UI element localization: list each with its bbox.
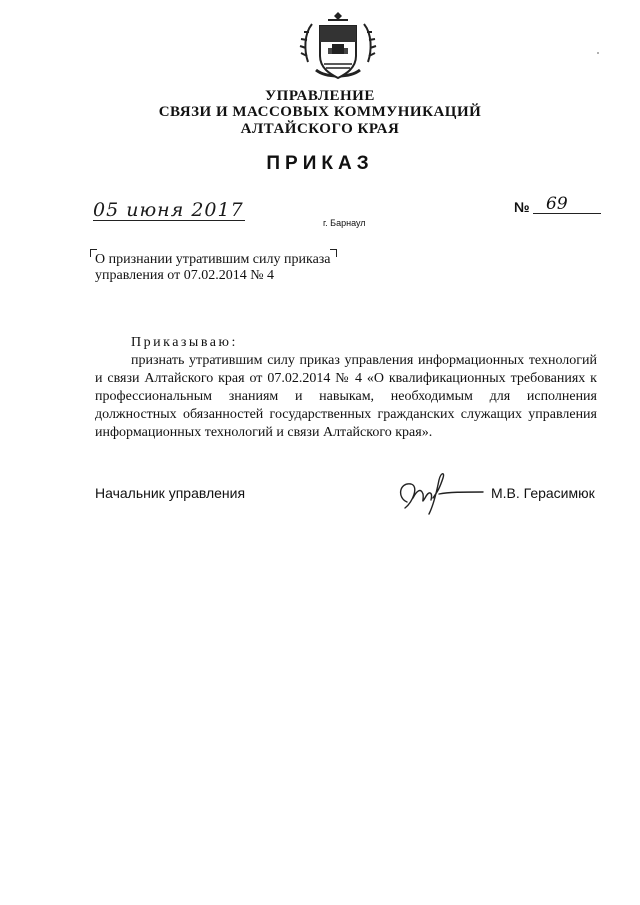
signature [393,468,485,516]
number-label: № [514,199,530,215]
scan-artifact [597,52,599,54]
date-underline [93,220,245,221]
org-name-line3: АЛТАЙСКОГО КРАЯ [240,121,400,137]
subject: О признании утратившим силу приказа управления от 07.02.2014 № 4 [95,252,331,283]
city: г. Барнаул [323,218,366,228]
handwritten-number: 69 [546,194,568,214]
coat-of-arms-icon [298,12,378,88]
number-underline [533,213,601,214]
order-body: признать утратившим силу приказ управления информационных технологий и связи Алтайского края от 07.02.2014 № 4 «О квалификационных требованиях к профессиональным знаниям и навыкам, необходимым для исполнения должностных обязанностей государственных гражданских служащих управления информационных технологий и связи Алтайского края». [95,353,597,440]
signer-position: Начальник управления [95,485,246,501]
org-name-line2: СВЯЗИ И МАССОВЫХ КОММУНИКАЦИЙ [158,104,482,120]
org-name-line1: УПРАВЛЕНИЕ [265,88,375,104]
handwritten-date: 05 июня 2017 [93,199,244,221]
document-title: ПРИКАЗ [266,153,374,174]
signer-name: М.В. Герасимюк [491,485,595,501]
order-word: Приказываю: [131,335,238,350]
